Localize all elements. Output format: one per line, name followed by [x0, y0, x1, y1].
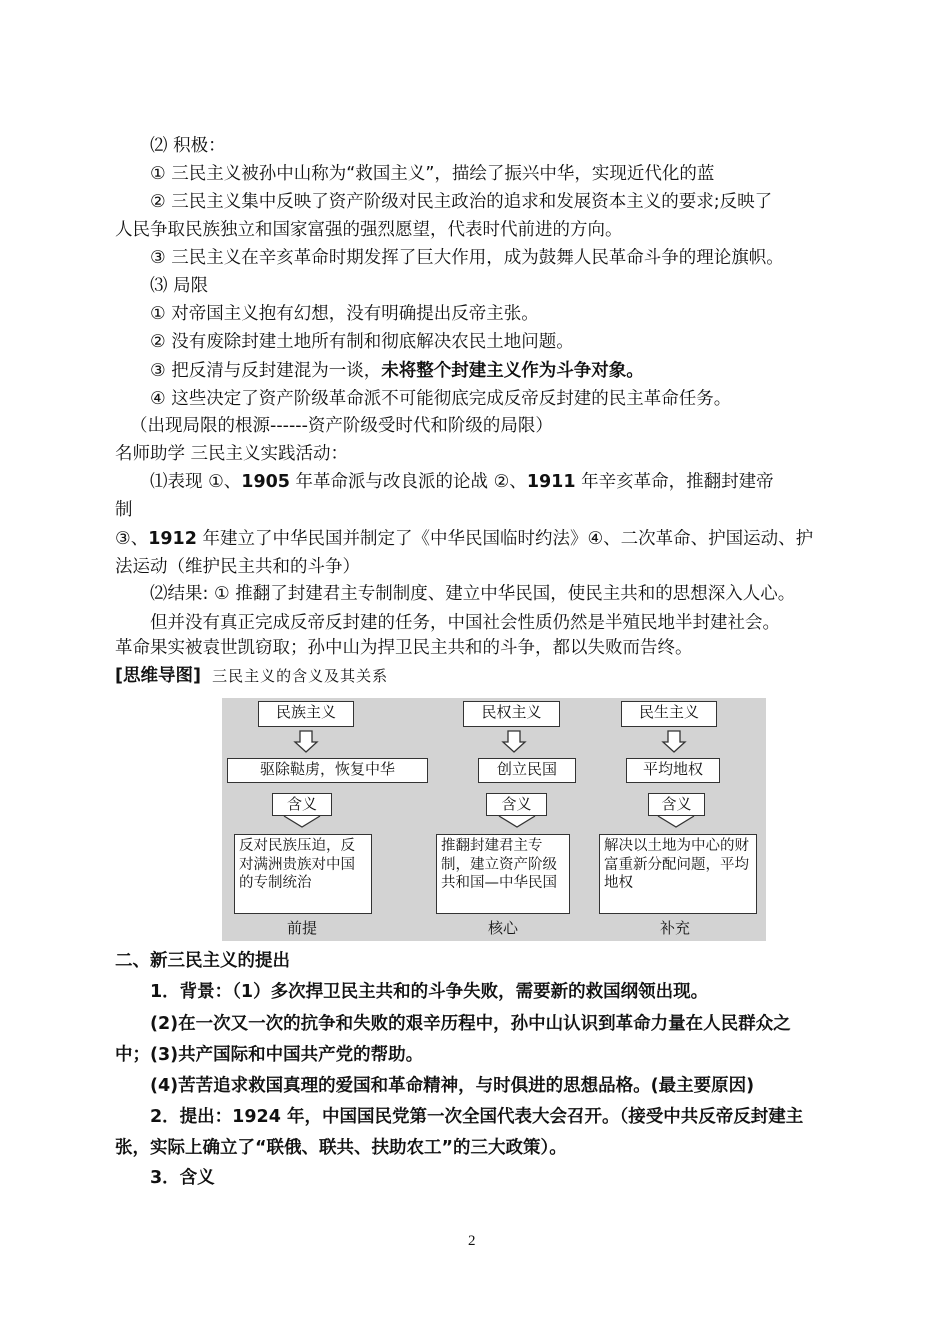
- mindmap-slogan-box: 平均地权: [626, 758, 720, 783]
- down-arrow-icon: [284, 815, 320, 829]
- mindmap-meaning-box: 含义: [272, 793, 332, 816]
- mindmap-description-box: 解决以土地为中心的财富重新分配问题，平均地权: [599, 834, 757, 914]
- text-line: 中；(3)共产国际和中国共产党的帮助。: [115, 1045, 424, 1065]
- text-line: [150, 470, 774, 494]
- page-number: 2: [468, 1233, 476, 1249]
- text-segment: 年革命派与改良派的论战 ②、: [289, 472, 527, 492]
- text-segment: 年建立了中华民国并制定了《中华民国临时约法》④、二次革命、护国运动、护: [196, 529, 814, 549]
- down-arrow-icon: [502, 731, 526, 753]
- text-line: [115, 527, 813, 551]
- text-segment: ⑴表现 ①、: [150, 472, 242, 492]
- mindmap-slogan-box: 驱除鞑虏，恢复中华: [227, 758, 428, 783]
- text-segment: ③、: [115, 529, 149, 549]
- text-line: 张，实际上确立了“联俄、联共、扶助农工”的三大政策）。: [115, 1138, 567, 1158]
- bold-year: 1911: [526, 472, 576, 492]
- text-line: （出现局限的根源------资产阶级受时代和阶级的局限）: [130, 416, 553, 436]
- text-line: ① 三民主义被孙中山称为“救国主义”，描绘了振兴中华，实现近代化的蓝: [150, 164, 715, 184]
- text-line: ④ 这些决定了资产阶级革命派不可能彻底完成反帝反封建的民主革命任务。: [150, 389, 732, 409]
- text-line: ③ 三民主义在辛亥革命时期发挥了巨大作用，成为鼓舞人民革命斗争的理论旗帜。: [150, 248, 784, 268]
- mindmap-tag: [思维导图]: [115, 666, 201, 686]
- text-line: 革命果实被袁世凯窃取；孙中山为捍卫民主共和的斗争，都以失败而告终。: [115, 638, 693, 658]
- mindmap-title-box: 民生主义: [621, 701, 717, 727]
- bold-text-segment: 未将整个封建主义作为斗争对象。: [381, 361, 644, 381]
- down-arrow-icon: [499, 815, 535, 829]
- down-arrow-icon: [294, 731, 318, 753]
- mindmap-title: 三民主义的含义及其关系: [212, 667, 389, 685]
- mindmap-description-box: 推翻封建君主专制，建立资产阶级共和国—中华民国: [436, 834, 570, 914]
- mindmap-figure: [222, 698, 766, 941]
- text-line: 3．含义: [150, 1168, 215, 1188]
- text-line: ⑶ 局限: [150, 276, 209, 296]
- mindmap-caption: 补充: [660, 919, 691, 937]
- text-line: 1．背景：（1）多次捍卫民主共和的斗争失败，需要新的救国纲领出现。: [150, 982, 709, 1002]
- mindmap-caption: 前提: [287, 919, 318, 937]
- section-heading: 二、新三民主义的提出: [115, 951, 290, 971]
- mindmap-title-box: 民权主义: [463, 701, 560, 727]
- text-line: 名师助学 三民主义实践活动：: [115, 444, 349, 464]
- mindmap-description-box: 反对民族压迫，反对满洲贵族对中国的专制统治: [234, 834, 372, 914]
- mindmap-caption: 核心: [488, 919, 519, 937]
- text-line: ② 没有废除封建土地所有制和彻底解决农民土地问题。: [150, 332, 574, 352]
- down-arrow-icon: [658, 815, 694, 829]
- mindmap-slogan-box: 创立民国: [478, 758, 576, 783]
- text-line: ⑵ 积极：: [150, 136, 226, 156]
- bold-year: 1905: [241, 472, 290, 492]
- text-line: ① 对帝国主义抱有幻想，没有明确提出反帝主张。: [150, 304, 539, 324]
- text-line: 2．提出：1924 年，中国国民党第一次全国代表大会召开。（接受中共反帝反封建主: [150, 1107, 804, 1127]
- text-line: 但并没有真正完成反帝反封建的任务，中国社会性质仍然是半殖民地半封建社会。: [150, 613, 780, 633]
- text-line: 人民争取民族独立和国家富强的强烈愿望，代表时代前进的方向。: [115, 220, 623, 240]
- mindmap-title-box: 民族主义: [258, 701, 354, 727]
- text-segment: 年辛亥革命，推翻封建帝: [575, 472, 774, 492]
- mindmap-meaning-box: 含义: [486, 793, 547, 816]
- bold-year: 1912: [148, 529, 197, 549]
- text-line: ⑵结果: ① 推翻了封建君主专制制度、建立中华民国，使民主共和的思想深入人心。: [150, 584, 796, 604]
- text-line: ② 三民主义集中反映了资产阶级对民主政治的追求和发展资本主义的要求;反映了: [150, 192, 773, 212]
- text-segment: ③ 把反清与反封建混为一谈，: [150, 361, 382, 381]
- mindmap-heading: [115, 664, 388, 688]
- text-line: 制: [115, 500, 133, 520]
- text-line: (2)在一次又一次的抗争和失败的艰辛历程中，孙中山认识到革命力量在人民群众之: [150, 1014, 791, 1034]
- text-line: [150, 359, 644, 383]
- down-arrow-icon: [662, 731, 686, 753]
- text-line: (4)苦苦追求救国真理的爱国和革命精神，与时俱进的思想品格。(最主要原因): [150, 1076, 755, 1096]
- mindmap-meaning-box: 含义: [648, 793, 705, 816]
- text-line: 法运动（维护民主共和的斗争）: [115, 557, 360, 577]
